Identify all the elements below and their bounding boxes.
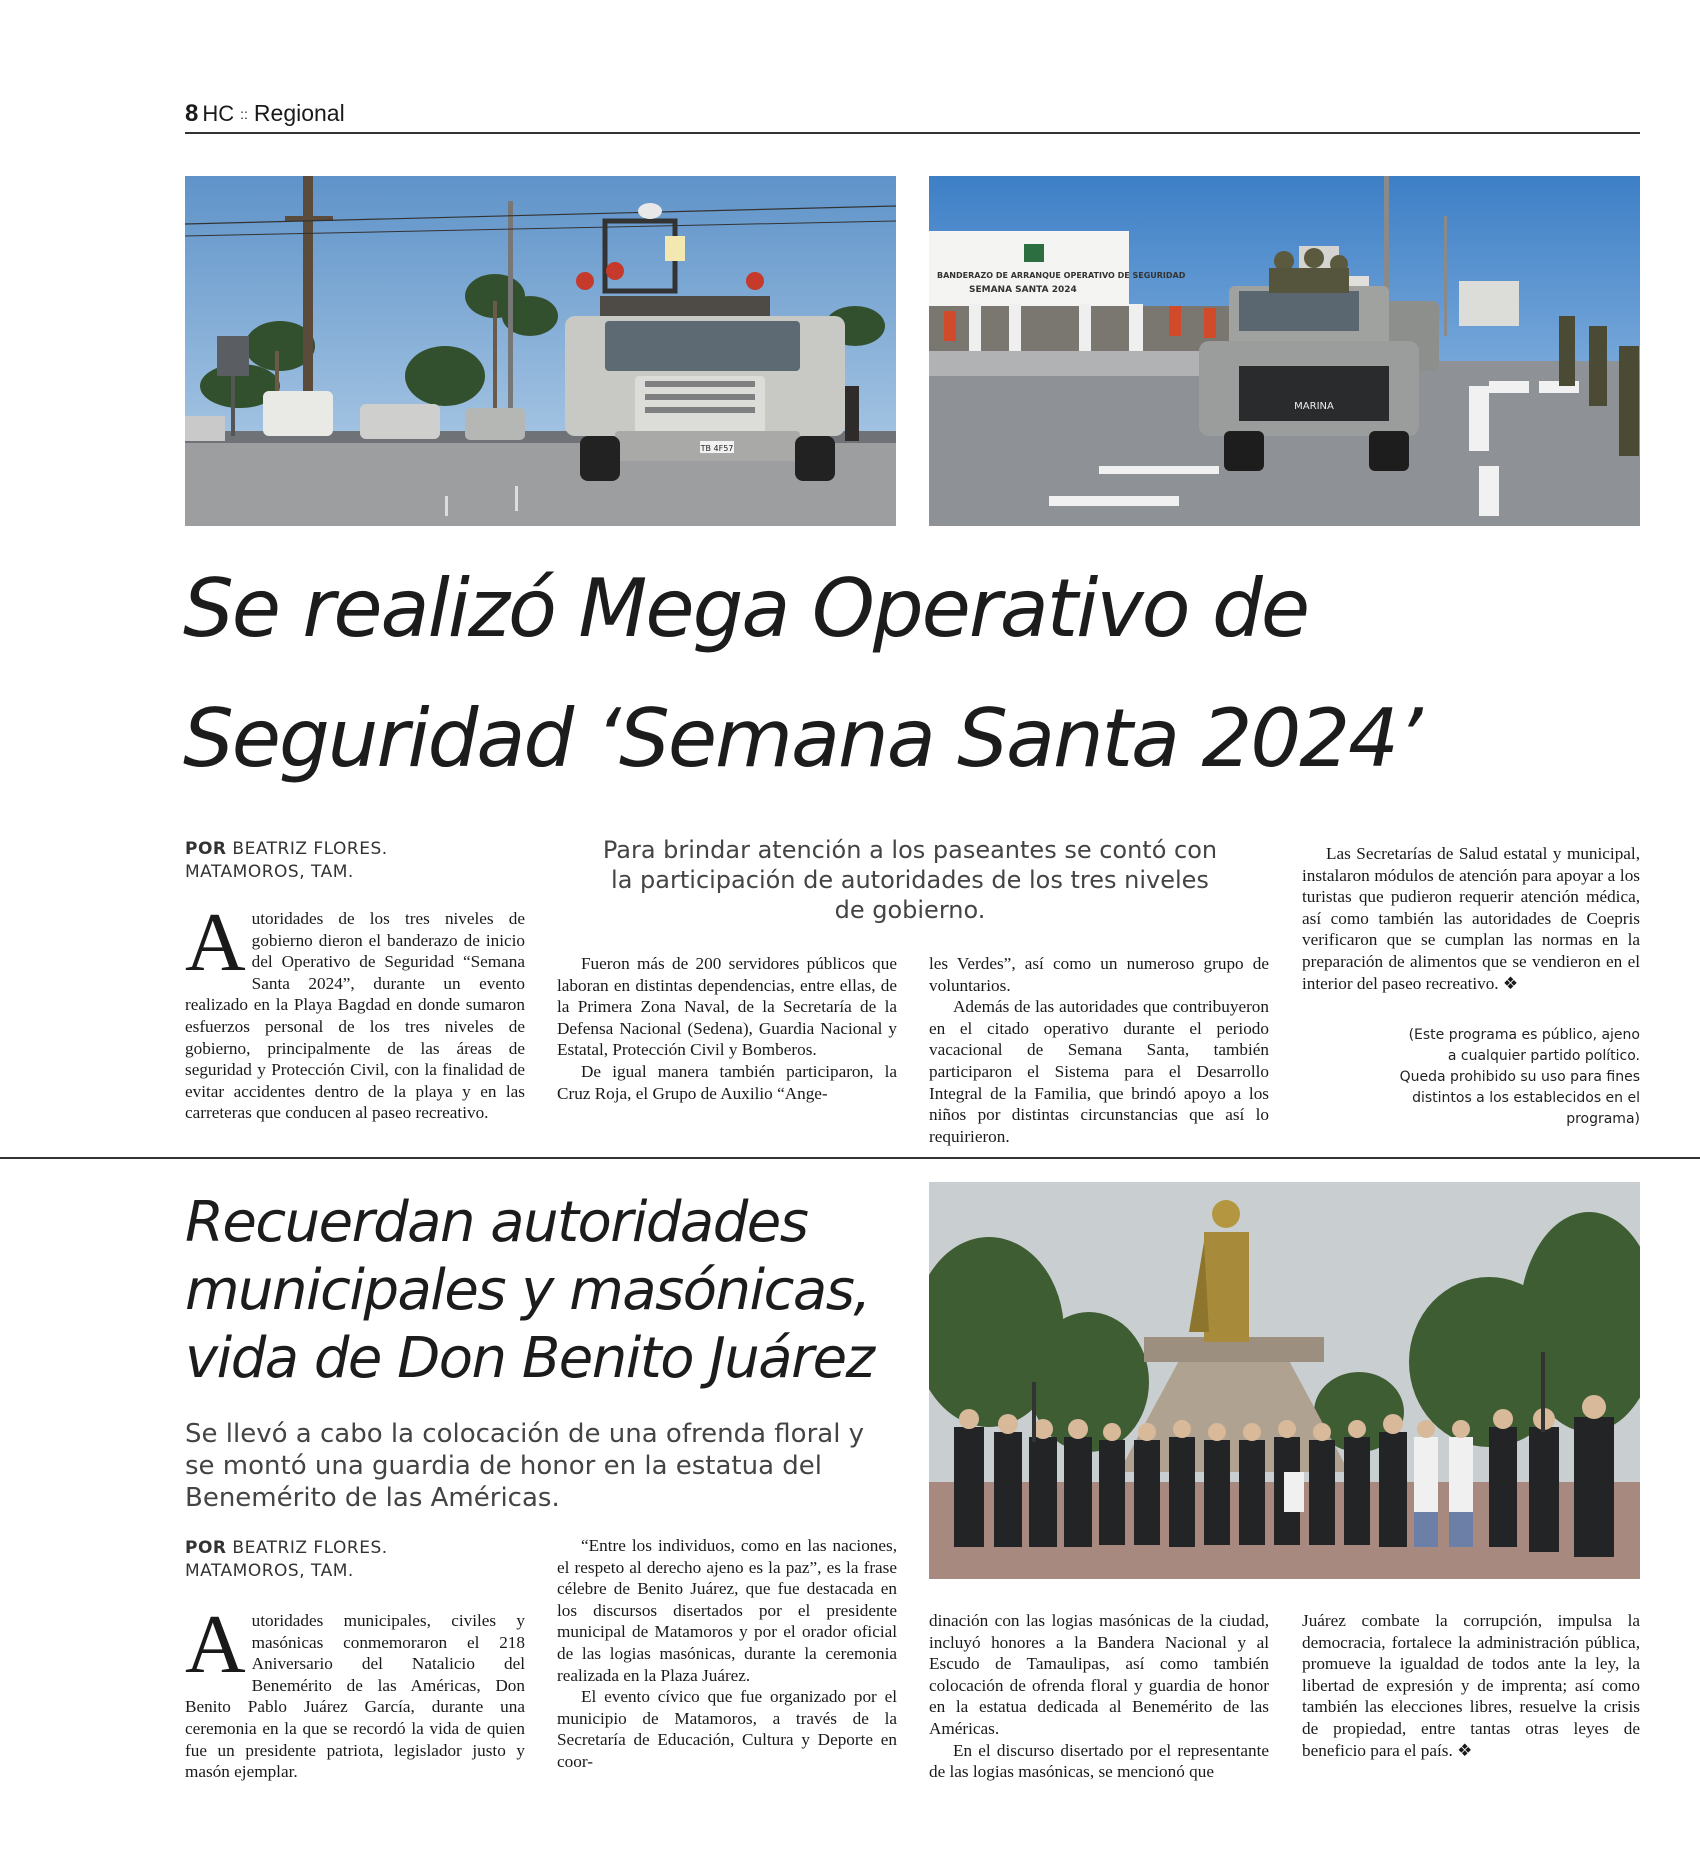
byline-place: MATAMOROS, TAM. xyxy=(185,1561,354,1581)
article2-col3-p2: En el discurso disertado por el representante de las logias masónicas, se mencionó que xyxy=(929,1740,1269,1782)
article2-byline xyxy=(185,1537,485,1583)
article2-col2-p1: “Entre los individuos, como en las naciones, el respeto al derecho ajeno es la paz”, es la frase célebre de Benito Juárez, que fue destacada en los discursos disertados por el presidente municipal de Matamoros y por el orador oficial de las logias masónicas, durante la ceremonia realizada en la Plaza Juárez. xyxy=(557,1536,897,1685)
article1-headline-line1: Se realizó Mega Operativo de xyxy=(183,562,1309,655)
page-header xyxy=(185,100,1640,134)
article1-dropcap: A xyxy=(185,896,246,989)
article1-byline xyxy=(185,838,485,884)
article2-headline-line3: vida de Don Benito Juárez xyxy=(185,1326,874,1391)
photo-rescue-truck xyxy=(185,176,896,526)
disclaimer-line: programa) xyxy=(1566,1111,1640,1127)
article1-col3-p1: les Verdes”, así como un numeroso grupo de voluntarios. xyxy=(929,954,1269,995)
article2-column3 xyxy=(929,1610,1269,1783)
article1-col4-p1: Las Secretarías de Salud estatal y municipal, instalaron módulos de atención para apoyar a los turistas que pudieron requerir atención médica, así como también las autoridades de Coepris verificaron que se cumplan las normas en la preparación de alimentos que se vendieron en el interior del paseo recreativo. ❖ xyxy=(1302,844,1640,993)
article1-col1-text: utoridades de los tres niveles de gobierno dieron el banderazo de inicio del Operativo de Seguridad “Semana Santa 2024”, durante un evento realizado en la Playa Bagdad en donde sumaron esfuerzos personal de los tres niveles de gobierno, principalmente de las áreas de seguridad y Protección Civil, con la finalidad de evitar accidentes dentro de la playa y en las carreteras que conducen al paseo recreativo. xyxy=(185,909,525,1123)
article2-deck: Se llevó a cabo la colocación de una ofrenda floral y se montó una guardia de honor en la estatua del Benemérito de las Américas. xyxy=(185,1419,865,1513)
article1-column1 xyxy=(185,896,525,1124)
page-number: 8 xyxy=(185,100,199,127)
article1-deck: Para brindar atención a los paseantes se contó con la participación de autoridades de los tres niveles de gobierno. xyxy=(602,836,1218,924)
disclaimer-line: (Este programa es público, ajeno xyxy=(1408,1027,1640,1043)
article1-column4 xyxy=(1302,843,1640,994)
section-name: Regional xyxy=(253,100,345,126)
article1-col3-p2: Además de las autoridades que contribuyeron en el citado operativo durante el periodo vacacional de Semana Santa, también participaron el Sistema para el Desarrollo Integral de la Familia, que brindó apoyo a los niños por distintas circunstancias que así lo requirieron. xyxy=(929,997,1269,1146)
truck-marking: MARINA xyxy=(1294,401,1334,412)
section-divider xyxy=(0,1157,1700,1159)
disclaimer-line: Queda prohibido su uso para fines xyxy=(1399,1069,1640,1085)
article1-column2 xyxy=(557,953,897,1104)
article2-col2-p2: El evento cívico que fue organizado por el municipio de Matamoros, a través de la Secretaría de Educación, Cultura y Deporte en coor- xyxy=(557,1687,897,1771)
photo-juarez-statue-image xyxy=(929,1182,1640,1579)
article2-column1 xyxy=(185,1598,525,1783)
photo-navy-truck-image xyxy=(929,176,1640,526)
photo-rescue-truck-image xyxy=(185,176,896,526)
disclaimer-line: distintos a los establecidos en el xyxy=(1412,1090,1640,1106)
article2-dropcap: A xyxy=(185,1598,246,1691)
article1-headline-line2: Seguridad ‘Semana Santa 2024’ xyxy=(183,692,1421,785)
photo-juarez-statue xyxy=(929,1182,1640,1579)
brand-name: HC xyxy=(202,101,235,126)
photo-navy-truck xyxy=(929,176,1640,526)
byline-author: BEATRIZ FLORES. xyxy=(232,839,388,859)
article1-col2-p1: Fueron más de 200 servidores públicos que laboran en distintas dependencias, entre ellas, de la Primera Zona Naval, de la Secretaría de la Defensa Nacional (Sedena), Guardia Nacional y Estatal, Protección Civil y Bomberos. xyxy=(557,954,897,1060)
banner-text-line1: BANDERAZO DE ARRANQUE OPERATIVO DE SEGURIDAD xyxy=(937,271,1186,280)
byline-place: MATAMOROS, TAM. xyxy=(185,862,354,882)
article1-disclaimer xyxy=(1330,1025,1640,1130)
article2-headline-line1: Recuerdan autoridades xyxy=(185,1190,808,1255)
article2-col1-text: utoridades municipales, civiles y masónicas conmemoraron el 218 Aniversario del Natalicio del Benemérito de las Américas, Don Benito Pablo Juárez García, durante una ceremonia en la que se recordó la vida de quien fue un presidente patriota, legislador justo y masón ejemplar. xyxy=(185,1611,525,1782)
banner-text-line2: SEMANA SANTA 2024 xyxy=(969,285,1077,295)
truck-plate: TB 4F57 xyxy=(700,444,734,453)
article1-col2-p2: De igual manera también participaron, la Cruz Roja, el Grupo de Auxilio “Ange- xyxy=(557,1061,897,1103)
brand-separator: :: xyxy=(240,106,248,122)
disclaimer-line: a cualquier partido político. xyxy=(1447,1048,1640,1064)
byline-por: POR xyxy=(185,1538,227,1558)
article2-col4-p1: Juárez combate la corrupción, impulsa la democracia, fortalece la administración pública, promueve la igualdad de todos ante la ley, la libertad de expresión y de imprenta; así como también las elecciones libres, resuelve la crisis de propiedad, entre tantas otras leyes de beneficio para el país. ❖ xyxy=(1302,1611,1640,1760)
article2-column4 xyxy=(1302,1610,1640,1761)
byline-author: BEATRIZ FLORES. xyxy=(232,1538,388,1558)
article2-headline-line2: municipales y masónicas, xyxy=(185,1258,870,1323)
article2-col3-p1: dinación con las logias masónicas de la ciudad, incluyó honores a la Bandera Nacional y al Escudo de Tamaulipas, así como también colocación de ofrenda floral y guardia de honor en la estatua dedicada al Benemérito de las Américas. xyxy=(929,1611,1269,1738)
byline-por: POR xyxy=(185,839,227,859)
article2-column2 xyxy=(557,1535,897,1773)
article1-column3 xyxy=(929,953,1269,1147)
